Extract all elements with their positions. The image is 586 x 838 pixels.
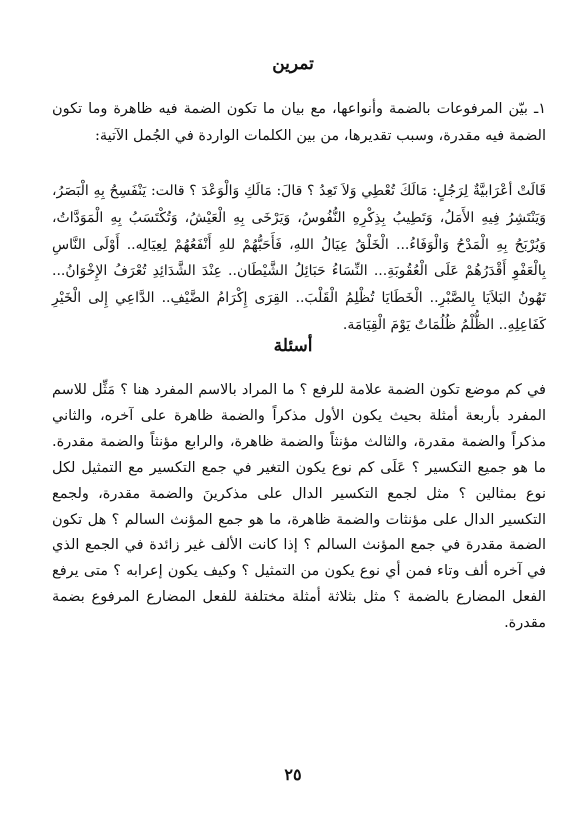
exercise-sentences: قَالَتْ أعْرَابيَّةٌ لِرَجُلٍ: مَالَكَ تُعْطِي وَلاَ تَعِدُ ؟ قالَ: مَالَكِ وَالْوَعْدَ ؟ قالت: يَنْفَسِحُ بِهِ الْبَصَرُ، وَيَنْتَشِرُ فِيهِ الأَمَلُ، وَتَطِيبُ بِذِكْرِهِ النُّفُوسُ، وَيَرْخَى بِهِ الْعَيْشُ، وَتُكْتَسَبُ بِهِ الْمَوَدَّاتُ، وَيُرْبَحُ بِهِ الْمَدْحُ وَالْوَفَاءُ... الْخَلْقُ عِيَالُ اللهِ، فَأَحَبُّهُمْ للهِ أَنْفَعُهُمْ لِعِيَالِه.. أَوْلَى النَّاسِ بِالْعَفْوِ أَقْدَرُهُمْ عَلَى الْعُقُوبَةِ... النِّسَاءُ حَبَائِلُ الشَّيْطَان.. عِنْدَ الشَّدَائِدِ تُعْرَفُ الإِخْوَانُ... تَهُونُ البَلاَيَا بِالصَّبْرِ.. الْخَطَايَا تُظْلِمُ الْقَلْبَ.. القِرَى إِكْرَامُ الضَّيْفِ.. الدَّاعِي إِلى الْخَيْرِ كَفَاعِلِهِ.. الظُّلْمُ ظُلُمَاتٌ يَوْمَ الْقِيَامَة. <box>52 183 546 333</box>
exercise-instruction: ١ـ بيّن المرفوعات بالضمة وأنواعها، مع بيان ما تكون الضمة فيه ظاهرة وما تكون الضمة فيه مقدرة، وسبب تقديرها، من بين الكلمات الواردة في الجُمل الآتية: <box>52 101 546 144</box>
exercise-title: تمرين <box>272 54 314 74</box>
questions-title: أسئلة <box>273 336 313 356</box>
questions-text: في كم موضع تكون الضمة علامة للرفع ؟ ما المراد بالاسم المفرد هنا ؟ مَثِّل للاسم المفرد بأربعة أمثلة بحيث يكون الأول مذكراً والضمة ظاهرة على آخره، والثاني مذكراً والضمة مقدرة، والثالث مؤنثاً والضمة ظاهرة، والرابع مؤنثاً والضمة مقدرة. ما هو جميع التكسير ؟ عَلَى كم نوع يكون التغير في جمع التكسير مع التمثيل لكل نوع بمثالين ؟ مثل لجمع التكسير الدال على مذكرينَ والضمة مقدرة، ولجمع التكسير الدال على مؤنثات والضمة ظاهرة، ما هو جمع المؤنث السالم ؟ هل تكون الضمة مقدرة في جمع المؤنث السالم ؟ إذا كانت الألف غير زائدة في الجمع الذي في آخره ألف وتاء فمن أي نوع يكون من التمثيل ؟ وكيف يكون إعرابه ؟ متى يرفع الفعل المضارع بالضمة ؟ مثل بثلاثة أمثلة مختلفة للفعل المضارع المرفوع بضمة مقدرة. <box>52 382 546 632</box>
page-number: ٢٥ <box>284 765 302 784</box>
